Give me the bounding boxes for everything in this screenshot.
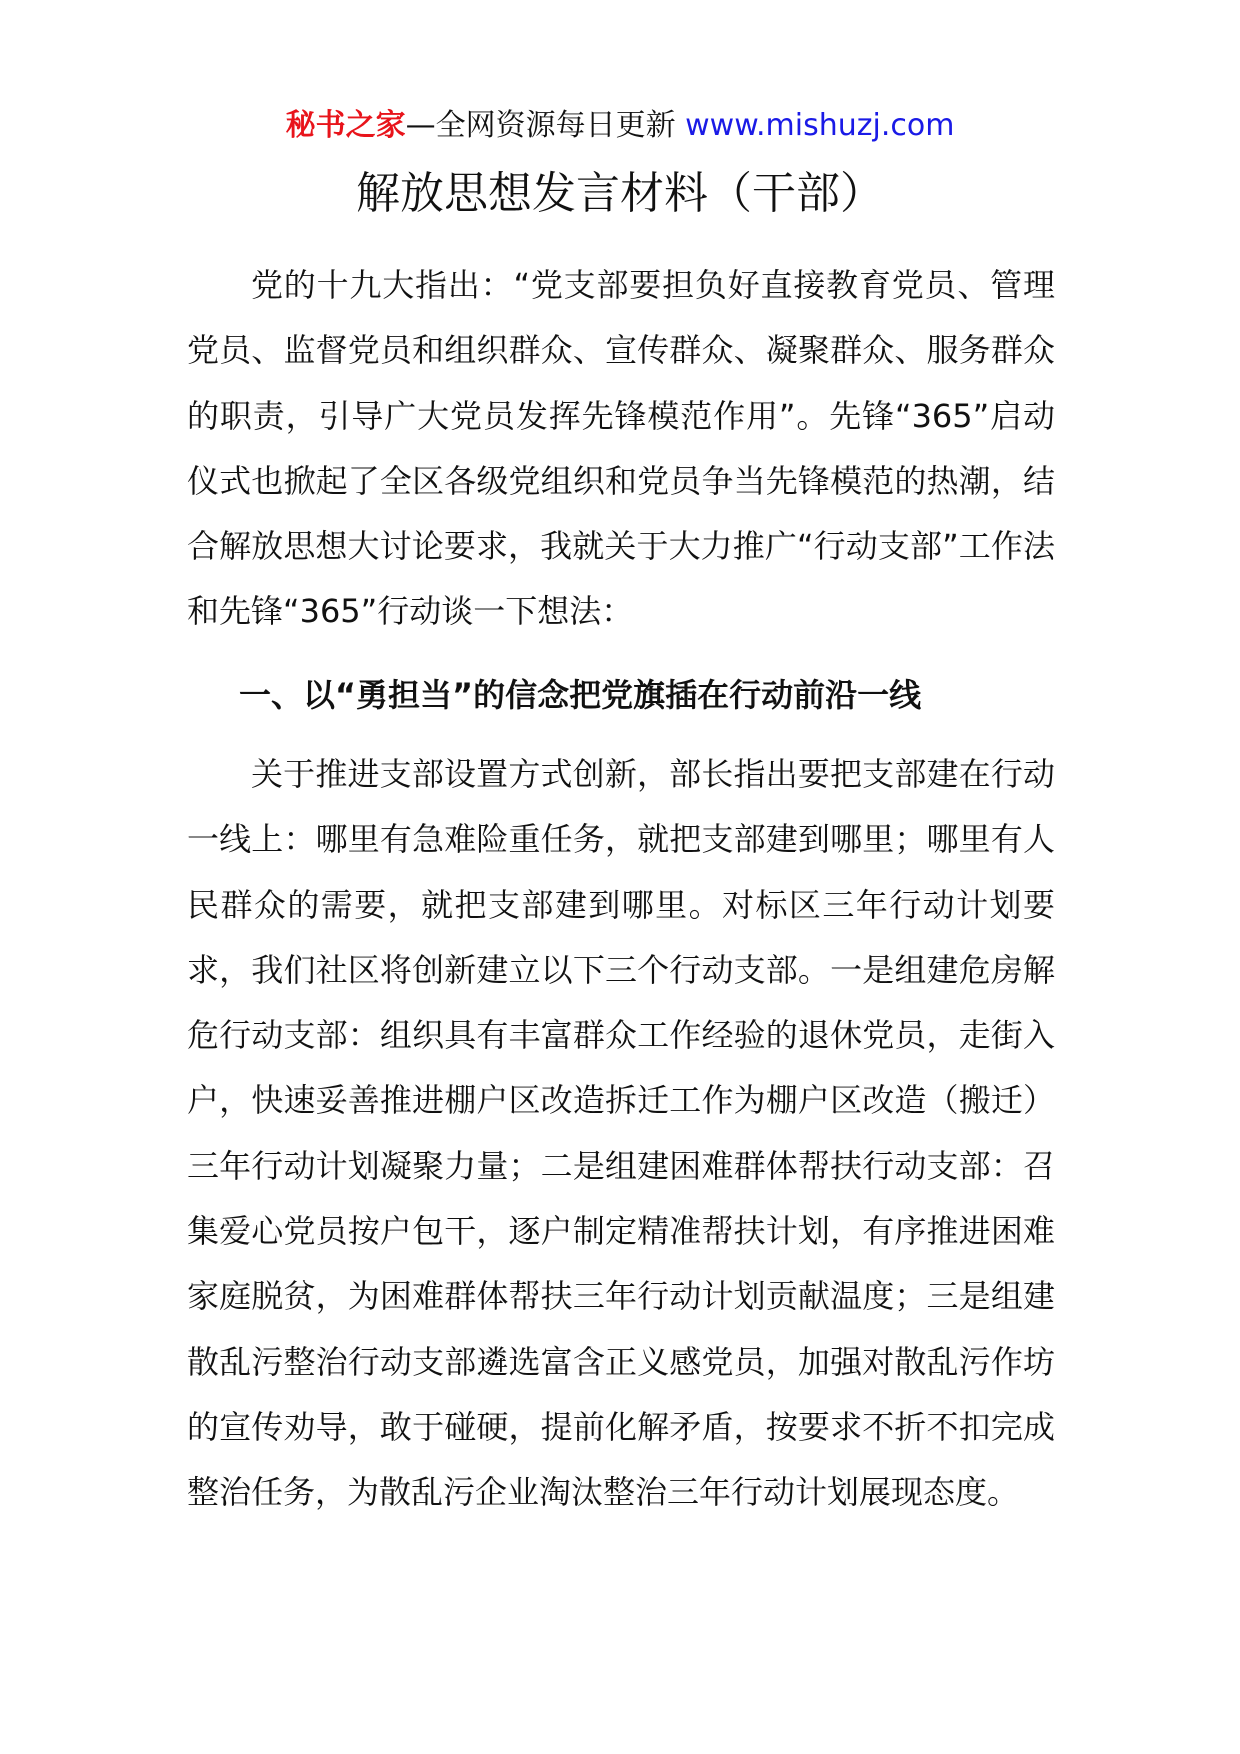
site-url-link[interactable]: www.mishuzj.com	[685, 108, 955, 143]
site-header	[0, 104, 1240, 148]
intro-paragraph: 党的十九大指出：“党支部要担负好直接教育党员、管理党员、监督党员和组织群众、宣传群众、凝聚群众、服务群众的职责，引导广大党员发挥先锋模范作用”。先锋“365”启动仪式也掀起了全区各级党组织和党员争当先锋模范的热潮，结合解放思想大讨论要求，我就关于大力推广“行动支部”工作法和先锋“365”行动谈一下想法：	[187, 266, 1055, 631]
site-tagline: —全网资源每日更新	[405, 108, 676, 143]
body-paragraph: 关于推进支部设置方式创新，部长指出要把支部建在行动一线上：哪里有急难险重任务，就把支部建到哪里；哪里有人民群众的需要，就把支部建到哪里。对标区三年行动计划要求，我们社区将创新建立以下三个行动支部。一是组建危房解危行动支部：组织具有丰富群众工作经验的退休党员，走街入户，快速妥善推进棚户区改造拆迁工作为棚户区改造（搬迁）三年行动计划凝聚力量；二是组建困难群体帮扶行动支部：召集爱心党员按户包干，逐户制定精准帮扶计划，有序推进困难家庭脱贫，为困难群体帮扶三年行动计划贡献温度；三是组建散乱污整治行动支部遴选富含正义感党员，加强对散乱污作坊的宣传劝导，敢于碰硬，提前化解矛盾，按要求不折不扣完成整治任务，为散乱污企业淘汰整治三年行动计划展现态度。	[187, 755, 1055, 1512]
site-brand: 秘书之家	[285, 108, 406, 143]
document-title: 解放思想发言材料（干部）	[356, 168, 884, 219]
section-heading: 一、以“勇担当”的信念把党旗插在行动前沿一线	[239, 676, 922, 714]
